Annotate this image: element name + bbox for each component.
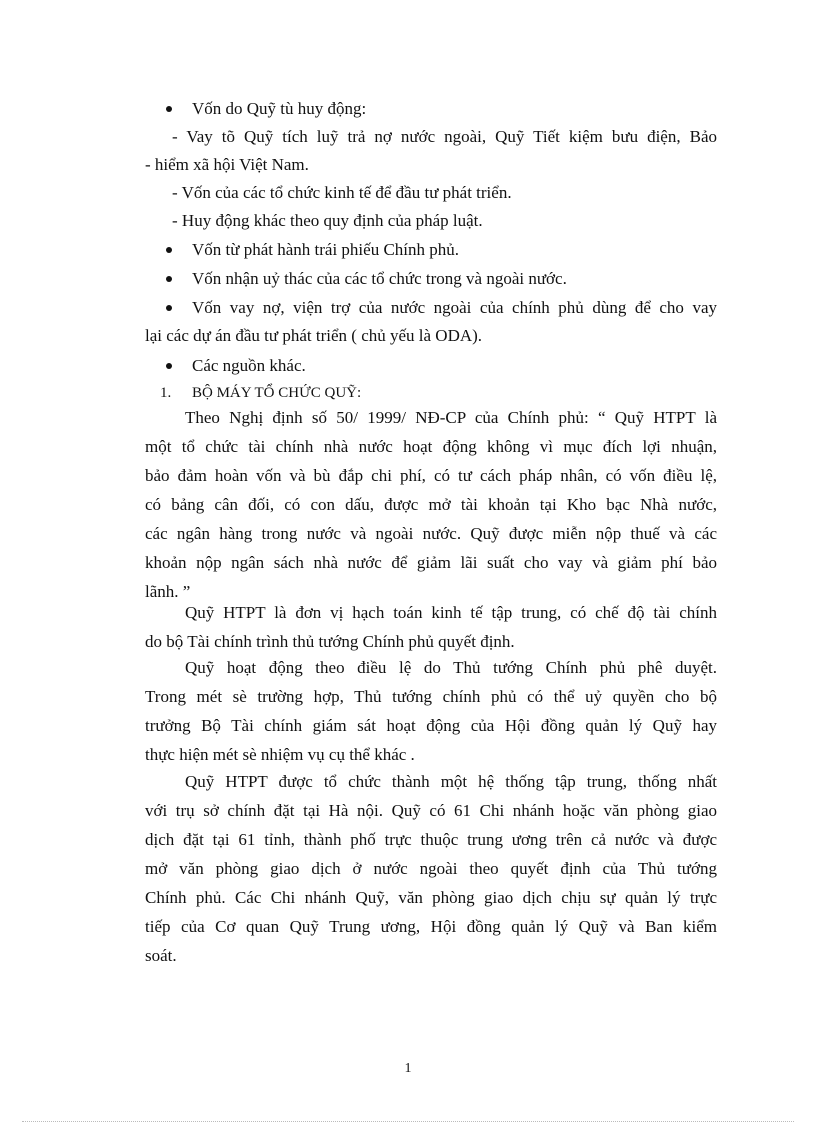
paragraph-line: một tổ chức tài chính nhà nước hoạt động không vì mục đích lợi nhuận, bbox=[145, 437, 717, 456]
paragraph-line: với trụ sở chính đặt tại Hà nội. Quỹ có 61 Chi nhánh hoặc văn phòng giao bbox=[145, 801, 717, 820]
sub-item-vay-line1: - Vay tõ Quỹ tích luỹ trả nợ nước ngoài, Quỹ Tiết kiệm bưu điện, Bảo bbox=[172, 127, 717, 146]
bullet-text: Vốn vay nợ, viện trợ của nước ngoài của chính phủ dùng để cho vay bbox=[192, 298, 717, 317]
bullet-text: Vốn do Quỹ tù huy động: bbox=[192, 99, 367, 118]
bullet-text: Vốn từ phát hành trái phiếu Chính phủ. bbox=[192, 240, 460, 259]
paragraph-line: có bảng cân đối, có con dấu, được mở tài khoản tại Kho bạc Nhà nước, bbox=[145, 495, 717, 514]
paragraph-line: Theo Nghị định số 50/ 1999/ NĐ-CP của Chính phủ: “ Quỹ HTPT là bbox=[185, 408, 717, 427]
paragraph-line: Quỹ HTPT được tổ chức thành một hệ thống tập trung, thống nhất bbox=[185, 772, 717, 791]
paragraph-line: mở văn phòng giao dịch ở nước ngoài theo quyết định của Thủ tướng bbox=[145, 859, 717, 878]
section-heading: BỘ MÁY TỔ CHỨC QUỸ: bbox=[192, 385, 362, 401]
paragraph-line: khoản nộp ngân sách nhà nước để giảm lãi suất cho vay và giảm phí bảo bbox=[145, 553, 717, 572]
paragraph-line: bảo đảm hoàn vốn và bù đắp chi phí, có tư cách pháp nhân, có vốn điều lệ, bbox=[145, 466, 717, 485]
paragraph-line: Quỹ HTPT là đơn vị hạch toán kinh tế tập trung, có chế độ tài chính bbox=[185, 603, 717, 622]
page-bottom-divider bbox=[22, 1121, 794, 1122]
paragraph-line: soát. bbox=[145, 946, 177, 965]
sub-item-von-to-chuc: - Vốn của các tổ chức kinh tế để đầu tư phát triển. bbox=[172, 183, 512, 202]
bullet-icon bbox=[166, 276, 172, 282]
bullet-icon bbox=[166, 247, 172, 253]
bullet-text: Các nguồn khác. bbox=[192, 356, 306, 375]
paragraph-line: Chính phủ. Các Chi nhánh Quỹ, văn phòng giao dịch chịu sự quản lý trực bbox=[145, 888, 717, 907]
bullet-icon bbox=[166, 363, 172, 369]
sub-item-huy-dong-khac: - Huy động khác theo quy định của pháp luật. bbox=[172, 211, 483, 230]
bullet-text: Vốn nhận uỷ thác của các tổ chức trong và ngoài nước. bbox=[192, 269, 567, 288]
page-number: 1 bbox=[404, 1061, 412, 1076]
paragraph-line: dịch đặt tại 61 tỉnh, thành phố trực thuộc trung ương trên cả nước và được bbox=[145, 830, 717, 849]
section-number: 1. bbox=[160, 385, 172, 401]
paragraph-line: trưởng Bộ Tài chính giám sát hoạt động của Hội đồng quản lý Quỹ hay bbox=[145, 716, 717, 735]
paragraph-line: thực hiện mét sè nhiệm vụ cụ thể khác . bbox=[145, 745, 415, 764]
sub-item-vay-line2: - hiểm xã hội Việt Nam. bbox=[145, 155, 309, 174]
bullet-text-continuation: lại các dự án đầu tư phát triển ( chủ yếu là ODA). bbox=[145, 326, 483, 345]
paragraph-line: do bộ Tài chính trình thủ tướng Chính phủ quyết định. bbox=[145, 632, 515, 651]
bullet-icon bbox=[166, 305, 172, 311]
paragraph-line: Trong mét sè trường hợp, Thủ tướng chính phủ có thể uỷ quyền cho bộ bbox=[145, 687, 717, 706]
paragraph-line: lãnh. ” bbox=[145, 582, 191, 601]
paragraph-line: Quỹ hoạt động theo điều lệ do Thủ tướng Chính phủ phê duyệt. bbox=[185, 658, 717, 677]
bullet-icon bbox=[166, 106, 172, 112]
paragraph-line: các ngân hàng trong nước và ngoài nước. Quỹ được miễn nộp thuế và các bbox=[145, 524, 717, 543]
paragraph-line: tiếp của Cơ quan Quỹ Trung ương, Hội đồng quản lý Quỹ và Ban kiểm bbox=[145, 917, 717, 936]
